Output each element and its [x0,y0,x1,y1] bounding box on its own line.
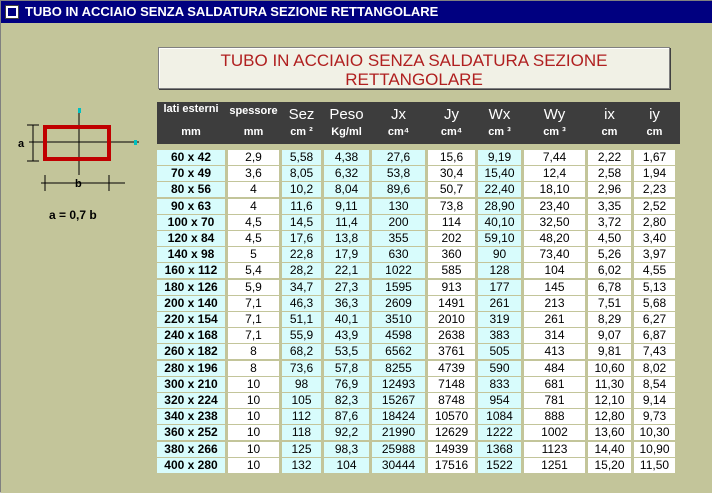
table-cell: 70 x 49 [157,166,225,181]
table-cell: 2,58 [588,166,631,181]
table-cell: 130 [372,199,425,214]
table-cell: 59,10 [478,231,521,246]
table-cell: 21990 [372,425,425,440]
table-cell: 781 [524,393,585,408]
window-title: TUBO IN ACCIAIO SENZA SALDATURA SEZIONE RETTANGOLARE [25,4,439,19]
table-cell: 1022 [372,263,425,278]
table-cell: 17516 [428,458,475,473]
table-cell: 220 x 154 [157,312,225,327]
table-cell: 15267 [372,393,425,408]
table-cell: 112 [282,409,321,424]
table-cell: 7,1 [228,328,279,343]
table-cell: 2,52 [634,199,675,214]
table-cell: 13,60 [588,425,631,440]
column-header-2 [282,102,321,144]
table-cell: 10,2 [282,182,321,197]
column-header-unit: cm ² [290,126,313,138]
table-cell: 12629 [428,425,475,440]
table-cell: 9,07 [588,328,631,343]
table-cell: 48,20 [524,231,585,246]
table-cell: 82,3 [324,393,369,408]
label-a: a [18,138,25,150]
table-cell: 240 x 168 [157,328,225,343]
section-diagram [15,105,145,225]
table-cell: 8 [228,344,279,359]
table-cell: 87,6 [324,409,369,424]
table-cell: 22,40 [478,182,521,197]
table-cell: 68,2 [282,344,321,359]
table-cell: 98 [282,377,321,392]
table-cell: 12,80 [588,409,631,424]
table-cell: 3,40 [634,231,675,246]
table-cell: 105 [282,393,321,408]
table-cell: 4,38 [324,150,369,165]
axis-y-marker [78,108,81,113]
table-cell: 89,6 [372,182,425,197]
table-cell: 4598 [372,328,425,343]
table-cell: 3761 [428,344,475,359]
table-cell: 6,32 [324,166,369,181]
table-cell: 17,6 [282,231,321,246]
table-cell: 4,55 [634,263,675,278]
table-cell: 114 [428,215,475,230]
column-header-label: Jy [444,106,459,123]
title-bar [1,1,712,23]
table-cell: 5,68 [634,296,675,311]
table-cell: 6,87 [634,328,675,343]
table-cell: 36,3 [324,296,369,311]
table-cell: 360 x 252 [157,425,225,440]
table-cell: 104 [324,458,369,473]
table-cell: 43,9 [324,328,369,343]
table-cell: 681 [524,377,585,392]
table-cell: 355 [372,231,425,246]
table-cell: 7,1 [228,296,279,311]
table-header [157,102,680,144]
table-cell: 2,23 [634,182,675,197]
table-cell: 2,96 [588,182,631,197]
table-cell: 3,72 [588,215,631,230]
table-cell: 11,50 [634,458,675,473]
column-header-label: Wx [488,106,511,123]
table-cell: 3,35 [588,199,631,214]
table-cell: 18424 [372,409,425,424]
table-cell: 585 [428,263,475,278]
column-header-9 [634,102,675,144]
table-cell: 3510 [372,312,425,327]
table-cell: 10 [228,393,279,408]
system-menu-icon[interactable] [5,5,19,19]
table-cell: 10 [228,442,279,457]
column-header-label: Sez [288,106,315,123]
table-cell: 5,58 [282,150,321,165]
table-cell: 7,43 [634,344,675,359]
table-cell: 8 [228,361,279,376]
column-header-4 [372,102,425,144]
table-cell: 5,4 [228,263,279,278]
header-line-2: RETTANGOLARE [345,70,483,89]
table-cell: 3,6 [228,166,279,181]
table-cell: 2,22 [588,150,631,165]
table-cell: 80 x 56 [157,182,225,197]
table-cell: 160 x 112 [157,263,225,278]
table-cell: 261 [478,296,521,311]
table-cell: 15,40 [478,166,521,181]
table-cell: 4,5 [228,215,279,230]
table-cell: 261 [524,312,585,327]
table-cell: 10 [228,409,279,424]
column-header-unit: cm⁴ [387,126,410,138]
column-header-unit: Kg/ml [331,126,362,138]
table-cell: 57,8 [324,361,369,376]
table-cell: 18,10 [524,182,585,197]
table-cell: 34,7 [282,280,321,295]
table-cell: 90 x 63 [157,199,225,214]
column-header-label: Wy [543,106,566,123]
table-cell: 9,81 [588,344,631,359]
table-cell: 76,9 [324,377,369,392]
table-cell: 10,90 [634,442,675,457]
table-cell: 177 [478,280,521,295]
table-cell: 913 [428,280,475,295]
table-cell: 8,02 [634,361,675,376]
table-cell: 1595 [372,280,425,295]
table-cell: 1123 [524,442,585,457]
table-cell: 280 x 196 [157,361,225,376]
table-cell: 10 [228,458,279,473]
table-cell: 30,4 [428,166,475,181]
table-cell: 14939 [428,442,475,457]
column-header-label: Peso [329,106,364,123]
rectangle-section-icon [45,127,109,159]
table-cell: 6,78 [588,280,631,295]
column-header-label: lati esterni [163,103,219,115]
table-cell: 12,4 [524,166,585,181]
column-header-unit: mm [243,126,264,138]
table-cell: 14,40 [588,442,631,457]
table-cell: 120 x 84 [157,231,225,246]
table-cell: 22,8 [282,247,321,262]
table-cell: 51,1 [282,312,321,327]
table-cell: 260 x 182 [157,344,225,359]
table-cell: 140 x 98 [157,247,225,262]
column-header-unit: cm ³ [543,126,566,138]
table-cell: 8255 [372,361,425,376]
table-cell: 6,27 [634,312,675,327]
table-cell: 12493 [372,377,425,392]
table-cell: 2609 [372,296,425,311]
ratio-caption: a = 0,7 b [49,208,97,222]
table-cell: 9,11 [324,199,369,214]
table-cell: 73,8 [428,199,475,214]
table-cell: 104 [524,263,585,278]
table-cell: 1222 [478,425,521,440]
column-header-label: spessore [229,105,278,117]
table-cell: 145 [524,280,585,295]
table-cell: 8,54 [634,377,675,392]
table-cell: 200 x 140 [157,296,225,311]
table-cell: 10570 [428,409,475,424]
table-cell: 505 [478,344,521,359]
table-cell: 8748 [428,393,475,408]
table-cell: 2,80 [634,215,675,230]
table-cell: 9,73 [634,409,675,424]
table-cell: 55,9 [282,328,321,343]
table-cell: 40,1 [324,312,369,327]
table-cell: 73,6 [282,361,321,376]
table-cell: 10 [228,425,279,440]
table-cell: 319 [478,312,521,327]
table-cell: 27,3 [324,280,369,295]
table-cell: 8,29 [588,312,631,327]
page-header [158,47,670,89]
table-cell: 4 [228,182,279,197]
table-cell: 7,44 [524,150,585,165]
column-header-1 [228,102,279,144]
table-cell: 15,20 [588,458,631,473]
header-line-1: TUBO IN ACCIAIO SENZA SALDATURA SEZIONE [220,51,608,70]
table-cell: 320 x 224 [157,393,225,408]
table-cell: 125 [282,442,321,457]
table-cell: 27,6 [372,150,425,165]
column-header-label: iy [649,106,660,123]
table-cell: 90 [478,247,521,262]
table-cell: 10 [228,377,279,392]
table-cell: 1084 [478,409,521,424]
table-cell: 7,1 [228,312,279,327]
table-cell: 400 x 280 [157,458,225,473]
table-cell: 630 [372,247,425,262]
table-cell: 12,10 [588,393,631,408]
table-cell: 413 [524,344,585,359]
table-cell: 383 [478,328,521,343]
column-header-unit: cm ³ [488,126,511,138]
table-cell: 2,9 [228,150,279,165]
table-cell: 1002 [524,425,585,440]
table-cell: 5 [228,247,279,262]
column-header-8 [588,102,631,144]
table-cell: 7,51 [588,296,631,311]
table-cell: 2010 [428,312,475,327]
table-cell: 213 [524,296,585,311]
table-cell: 32,50 [524,215,585,230]
table-cell: 98,3 [324,442,369,457]
column-header-unit: cm [601,126,618,138]
table-cell: 53,8 [372,166,425,181]
table-cell: 11,4 [324,215,369,230]
table-cell: 484 [524,361,585,376]
table-cell: 132 [282,458,321,473]
table-cell: 1,94 [634,166,675,181]
table-cell: 4 [228,199,279,214]
table-cell: 5,9 [228,280,279,295]
table-cell: 15,6 [428,150,475,165]
table-cell: 300 x 210 [157,377,225,392]
table-cell: 23,40 [524,199,585,214]
table-cell: 954 [478,393,521,408]
table-cell: 360 [428,247,475,262]
table-cell: 340 x 238 [157,409,225,424]
column-header-5 [428,102,475,144]
table-cell: 6,02 [588,263,631,278]
table-cell: 40,10 [478,215,521,230]
table-cell: 202 [428,231,475,246]
table-cell: 100 x 70 [157,215,225,230]
column-header-unit: cm [646,126,663,138]
table-cell: 1491 [428,296,475,311]
table-cell: 46,3 [282,296,321,311]
column-header-7 [524,102,585,144]
table-cell: 590 [478,361,521,376]
table-cell: 9,19 [478,150,521,165]
table-cell: 3,97 [634,247,675,262]
column-header-unit: mm [181,126,201,138]
table-cell: 25988 [372,442,425,457]
table-cell: 10,30 [634,425,675,440]
table-cell: 4,50 [588,231,631,246]
table-cell: 6562 [372,344,425,359]
table-cell: 1522 [478,458,521,473]
column-header-label: ix [604,106,615,123]
table-cell: 380 x 266 [157,442,225,457]
column-header-label: Jx [391,106,406,123]
table-cell: 28,2 [282,263,321,278]
table-cell: 53,5 [324,344,369,359]
table-cell: 1368 [478,442,521,457]
table-cell: 2638 [428,328,475,343]
axis-x-marker [134,140,137,145]
label-b: b [75,178,82,190]
table-cell: 30444 [372,458,425,473]
table-cell: 28,90 [478,199,521,214]
table-cell: 92,2 [324,425,369,440]
column-header-3 [324,102,369,144]
table-cell: 4,5 [228,231,279,246]
table-cell: 22,1 [324,263,369,278]
table-cell: 833 [478,377,521,392]
table-cell: 888 [524,409,585,424]
table-cell: 128 [478,263,521,278]
table-cell: 9,14 [634,393,675,408]
table-cell: 118 [282,425,321,440]
table-cell: 8,05 [282,166,321,181]
table-cell: 10,60 [588,361,631,376]
table-cell: 180 x 126 [157,280,225,295]
table-cell: 73,40 [524,247,585,262]
table-cell: 11,6 [282,199,321,214]
table-cell: 4739 [428,361,475,376]
table-cell: 60 x 42 [157,150,225,165]
column-header-6 [478,102,521,144]
column-header-unit: cm⁴ [440,126,463,138]
table-cell: 1,67 [634,150,675,165]
table-cell: 17,9 [324,247,369,262]
table-cell: 7148 [428,377,475,392]
table-cell: 200 [372,215,425,230]
table-cell: 1251 [524,458,585,473]
table-cell: 8,04 [324,182,369,197]
table-cell: 13,8 [324,231,369,246]
table-cell: 5,13 [634,280,675,295]
table-cell: 314 [524,328,585,343]
table-cell: 14,5 [282,215,321,230]
table-cell: 50,7 [428,182,475,197]
column-header-0 [157,102,225,144]
table-cell: 5,26 [588,247,631,262]
table-cell: 11,30 [588,377,631,392]
